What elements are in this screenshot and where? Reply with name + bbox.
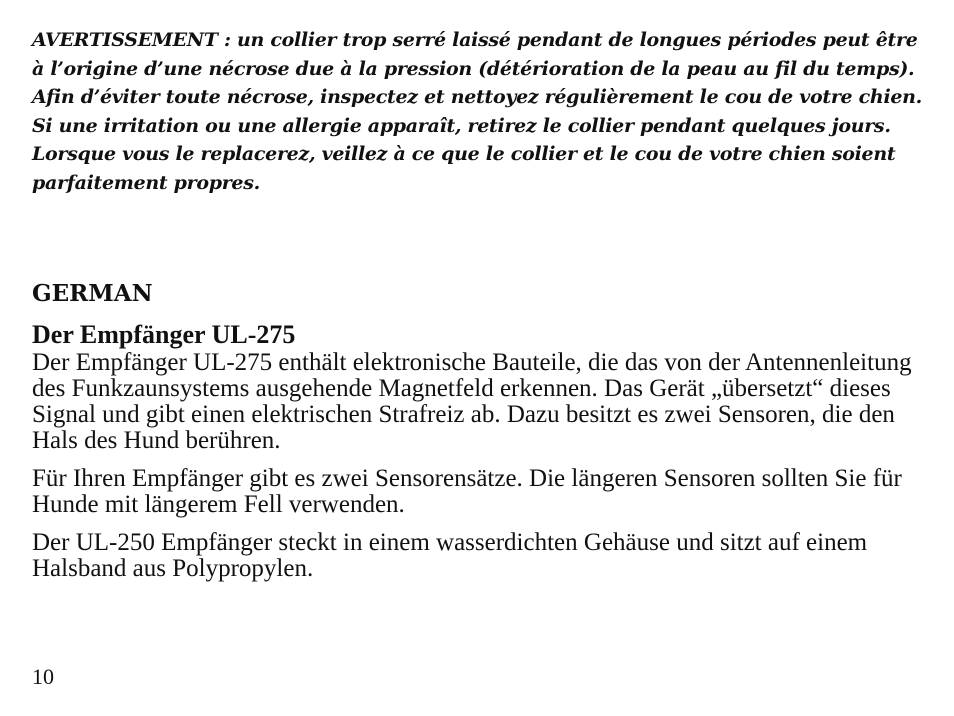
paragraph-sensor-sets: Für Ihren Empfänger gibt es zwei Sensorensätze. Die längeren Sensoren sollten Sie für Hunde mit längerem Fell verwenden. [32,465,902,518]
document-page [32,26,924,582]
page-number: 10 [32,664,54,689]
paragraph-receiver-description: Der Empfänger UL-275 enthält elektronische Bauteile, die das von der Antennenleitung des Funkzaunsystems ausgehende Magnetfeld erkennen. Das Gerät „übersetzt“ dieses Signal und gibt einen elektrischen Strafreiz ab. Dazu besitzt es zwei Sensoren, die den Hals des Hund berühren. [32,349,912,454]
receiver-subheading: Der Empfänger UL-275 [32,320,296,349]
paragraph-waterproof-housing: Der UL-250 Empfänger steckt in einem wasserdichten Gehäuse und sitzt auf einem Halsband aus Polypropylen. [32,529,868,582]
section-heading-german: GERMAN [32,280,153,307]
french-warning-text: AVERTISSEMENT : un collier trop serré laissé pendant de longues périodes peut être à l’origine d’une nécrose due à la pression (détérioration de la peau au fil du temps). Afin d’éviter toute nécrose, inspectez et nettoyez régulièrement le cou de votre chien. Si une irritation ou une allergie apparaît, retirez le collier pendant quelques jours. Lorsque vous le replacerez, veillez à ce que le collier et le cou de votre chien soient parfaitement propres. [32,29,922,194]
german-section-body [32,320,924,594]
